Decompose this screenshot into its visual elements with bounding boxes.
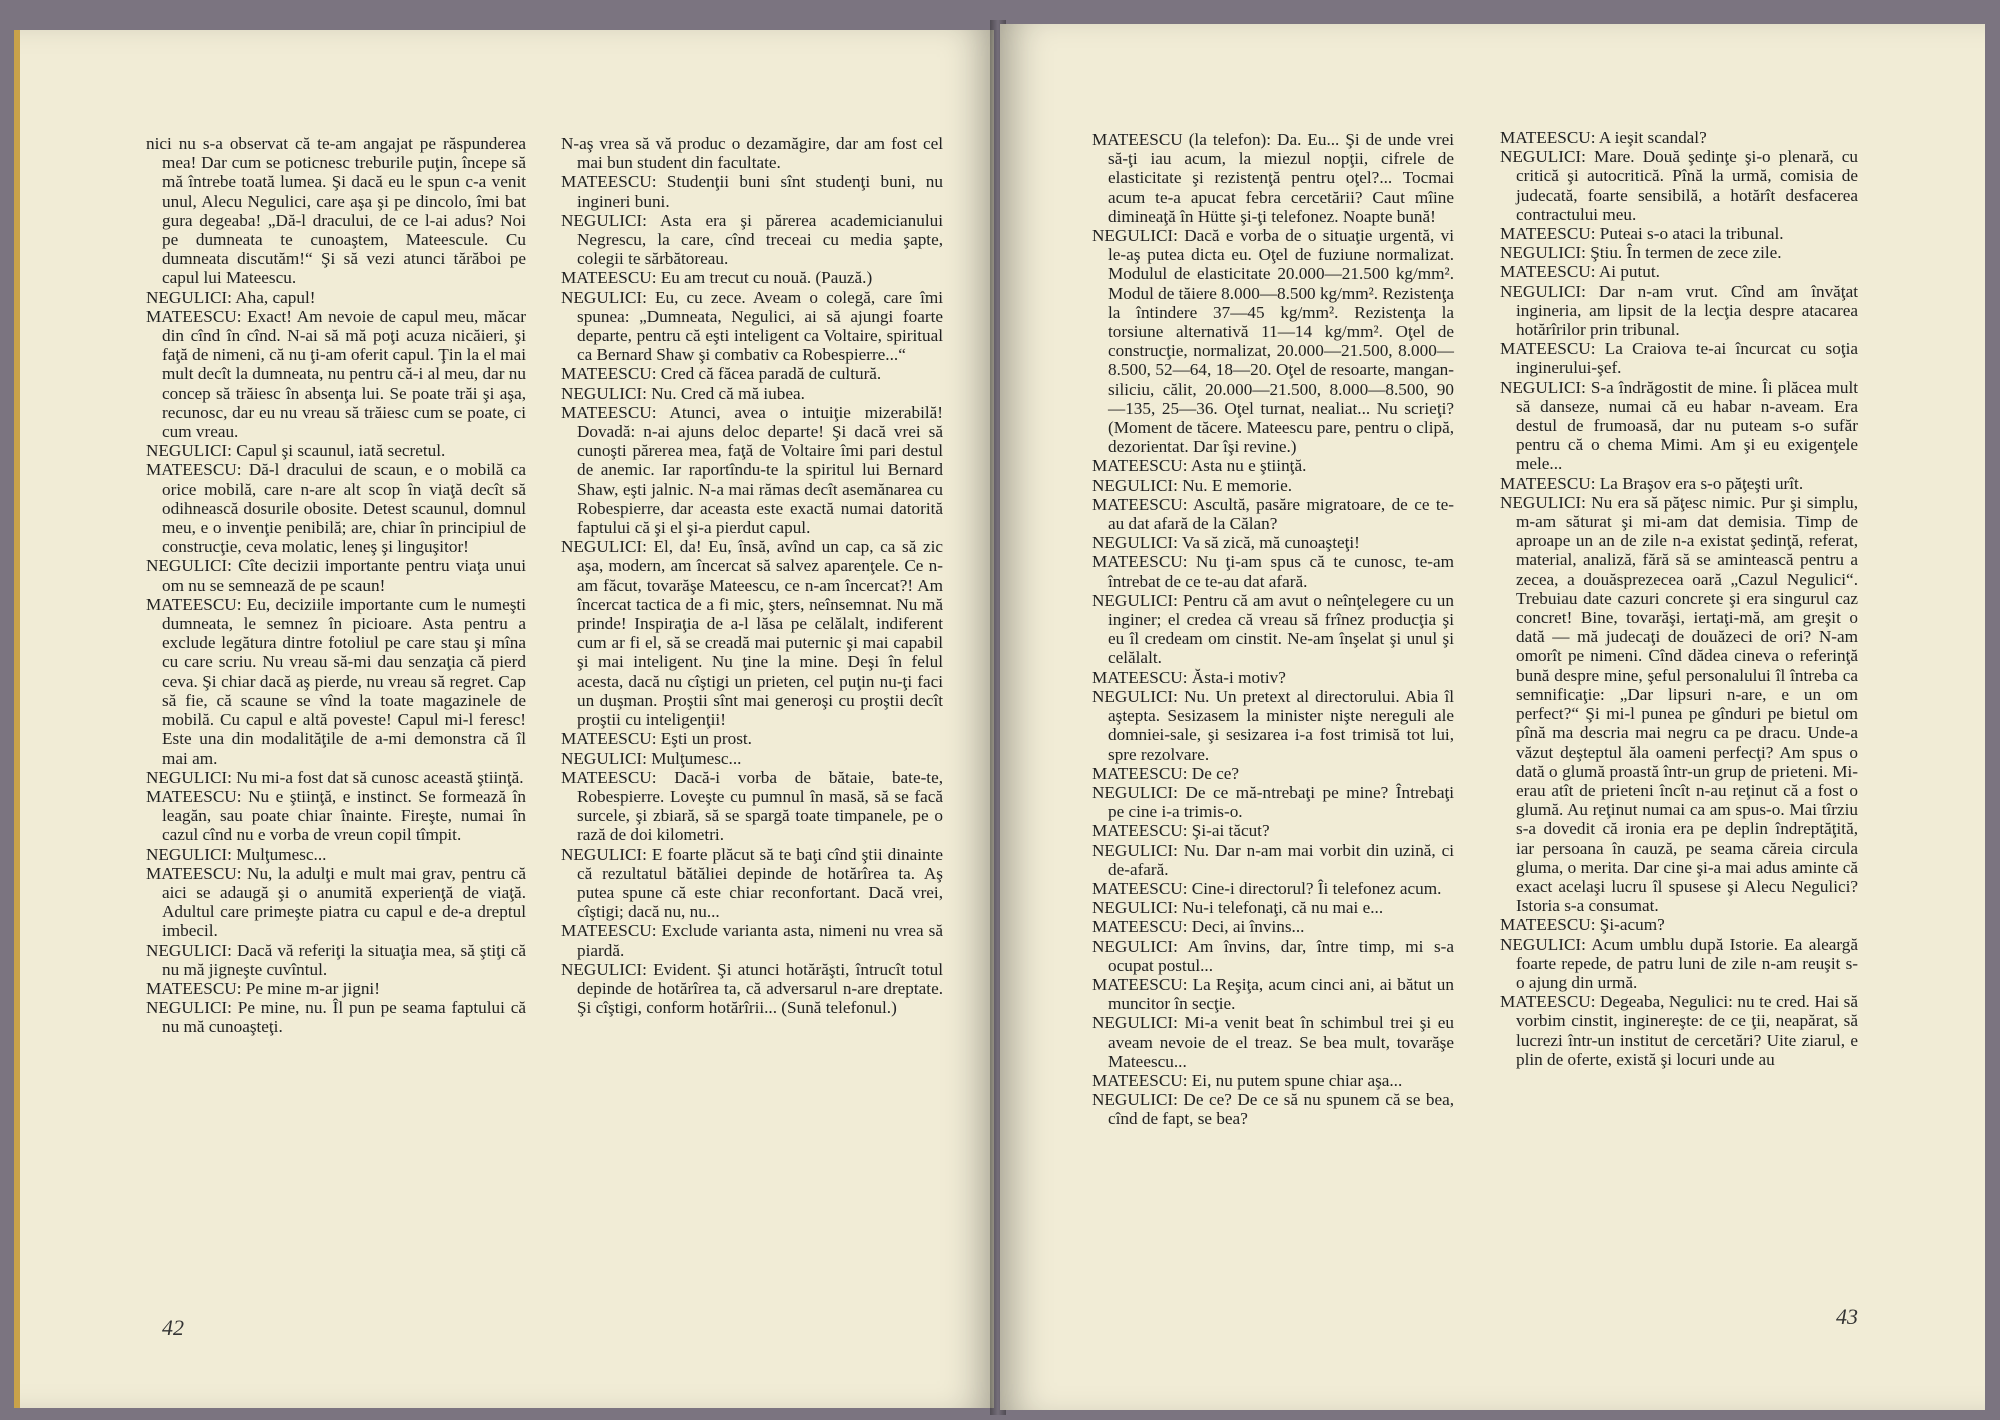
dialogue-paragraph: NEGULICI: Asta era şi părerea academicianului Negrescu, la care, cînd treceai cu media şapte, colegii te sărbătoreau. [561, 210, 943, 269]
dialogue-paragraph: NEGULICI: Eu, cu zece. Aveam o colegă, care îmi spunea: „Dumneata, Negulici, ai să ajungi foarte departe, pentru că eşti inteligent ca Voltaire, spiritual ca Bernard Shaw şi combativ ca Robespierre...“ [561, 287, 943, 365]
dialogue-paragraph: NEGULICI: Cîte decizii importante pentru viaţa unui om nu se semnează de pe scaun! [146, 556, 526, 595]
dialogue-paragraph: NEGULICI: Mulţumesc... [561, 748, 742, 768]
dialogue-paragraph: NEGULICI: Nu. Cred că mă iubea. [561, 383, 805, 403]
dialogue-paragraph: MATEESCU: Şi-acum? [1500, 915, 1665, 935]
dialogue-paragraph: NEGULICI: Pentru că am avut o neînţelegere cu un inginer; el credea că vreau să frînez producţia şi eu îl credeam om cinstit. Ne-am înşelat şi unul şi celălalt. [1092, 590, 1454, 668]
dialogue-paragraph: N-aş vrea să vă produc o dezamăgire, dar am fost cel mai bun student din facultate. [561, 134, 943, 173]
dialogue-paragraph: NEGULICI: Nu. Un pretext al directorului. Abia îl aştepta. Sesizasem la minister nişte nereguli ale domniei-sale, şi sesizarea i-a fost trimisă tot lui, spre rezolvare. [1092, 686, 1454, 764]
dialogue-paragraph: MATEESCU: Şi-ai tăcut? [1092, 821, 1270, 841]
dialogue-paragraph: NEGULICI: Acum umblu după Istorie. Ea aleargă foarte repede, de patru luni de zile n-am reuşit s-o ajung din urmă. [1500, 934, 1858, 992]
dialogue-paragraph: MATEESCU: Ei, nu putem spune chiar aşa... [1092, 1070, 1403, 1090]
dialogue-paragraph: MATEESCU: Eu, deciziile importante cum le numeşti dumneata, le semnez în picioare. Asta pentru a exclude legătura dintre fotoliul pe care stau şi mîna cu care scriu. Nu vreau să-mi dau senzaţia că pierd ceva. Şi chiar dacă aş pierde, nu vreau să regret. Cap să fie, că scaune se vînd la toate magazinele de mobilă. Cu capul e altă poveste! Capul mi-l feresc! Este una din modalităţile de a-mi demonstra că îl mai am. [146, 594, 526, 768]
dialogue-paragraph: NEGULICI: Evident. Şi atunci hotărăşti, întrucît totul depinde de hotărîrea ta, că adversarul n-are dreptate. Şi cîştigi, conform hotărîrii... (Sună telefonul.) [561, 959, 943, 1018]
left-page-column-2 [561, 134, 943, 1017]
dialogue-paragraph: MATEESCU: A ieşit scandal? [1500, 128, 1707, 147]
dialogue-paragraph: NEGULICI: Nu. Dar n-am mai vorbit din uzină, ci de-afară. [1092, 840, 1454, 879]
dialogue-paragraph: NEGULICI: Nu. E memorie. [1092, 475, 1292, 495]
dialogue-paragraph: NEGULICI: Dacă vă referiţi la situaţia mea, să ştiţi că nu mă jigneşte cuvîntul. [146, 940, 526, 979]
right-page-column-2 [1500, 128, 1858, 1069]
dialogue-paragraph: NEGULICI: Mare. Două şedinţe şi-o plenară, cu critică şi autocritică. Pînă la urmă, comisia de judecată, foarte sensibilă, a hotărît desfacerea contractului meu. [1500, 147, 1858, 224]
dialogue-paragraph: MATEESCU: Nu ţi-am spus că te cunosc, te-am întrebat de ce te-au dat afară. [1092, 552, 1454, 591]
dialogue-paragraph: MATEESCU: De ce? [1092, 763, 1240, 783]
dialogue-paragraph: NEGULICI: Dacă e vorba de o situaţie urgentă, vi le-aş putea dicta eu. Oţel de fuziune normalizat. Modulul de elasticitate 20.000—21.500 kg/mm². Modul de tăiere 8.000—8.500 kg/mm². Rezistenţa la întindere 37—45 kg/mm². Rezistenţa la torsiune alternativă 11—14 kg/mm². Oţel de construcţie, normalizat, 20.000—21.500, 8.000—8.500, 52—64, 18—20. Oţel de resoarte, mangan-siliciu, călit, 20.000—21.500, 8.000—8.500, 90—135, 25—36. Oţel turnat, nealiat... Nu scrieţi? (Moment de tăcere. Mateescu pare, pentru o clipă, dezorientat. Dar îşi revine.) [1092, 226, 1454, 457]
right-page [1000, 24, 1985, 1410]
dialogue-paragraph: NEGULICI: Am învins, dar, între timp, mi s-a ocupat postul... [1092, 936, 1454, 975]
dialogue-paragraph: NEGULICI: Capul şi scaunul, iată secretul. [146, 441, 446, 461]
dialogue-paragraph: MATEESCU: Nu, la adulţi e mult mai grav, pentru că aici se adaugă şi o anumită experienţă de viaţă. Adultul care primeşte piatra cu capul e de-a dreptul imbecil. [146, 863, 526, 941]
dialogue-paragraph: NEGULICI: E foarte plăcut să te baţi cînd ştii dinainte că rezultatul bătăliei depinde de hotărîrea ta. Aş putea spune că este chiar reconfortant. Dacă vrei, cîştigi; dacă nu, nu... [561, 844, 943, 922]
dialogue-paragraph: NEGULICI: Ştiu. În termen de zece zile. [1500, 243, 1782, 263]
dialogue-paragraph: MATEESCU: La Reşiţa, acum cinci ani, ai bătut un muncitor în secţie. [1092, 974, 1454, 1014]
dialogue-paragraph: NEGULICI: S-a îndrăgostit de mine. Îi plăcea mult să danseze, numai că eu habar n-aveam. Era destul de frumoasă, dar nu puteam s-o sufăr pentru că o chema Mimi. Am şi eu exigenţele mele... [1500, 377, 1858, 474]
left-page-column-1 [146, 134, 526, 1037]
dialogue-paragraph: NEGULICI: Mulţumesc... [146, 844, 327, 864]
dialogue-paragraph: nici nu s-a observat că te-am angajat pe răspunderea mea! Dar cum se poticnesc treburile puţin, începe să mă întrebe toată lumea. Şi dacă eu le spun c-a venit unul, Alecu Negulici, care aşa şi pe dincolo, îmi bat gura degeaba! „Dă-l dracului, de ce l-ai adus? Noi pe dumneata te cunoaştem, Mateescule. Cu dumneata discutăm!“ Şi să vezi atunci tărăboi pe capul lui Mateescu. [146, 134, 526, 288]
right-page-column-1 [1092, 130, 1454, 1129]
dialogue-paragraph: NEGULICI: El, da! Eu, însă, avînd un cap, ca să zic aşa, modern, am încercat să salvez aparenţele. Ce n-am făcut, tovarăşe Mateescu, ce n-am încercat?! Am încercat tactica de a fi mic, şters, neînsemnat. Nu mă prinde! Inspiraţia de a-l lăsa pe celălalt, indiferent cum ar fi el, să se creadă mai puternic şi mai capabil şi mai inteligent. Nu ţine la mine. Deşi în felul acesta, dacă nu cîştigi un prieten, cel puţin nu-ţi faci un duşman. Proştii sînt mai generoşi cu proştii decît proştii cu inteligenţii! [561, 537, 943, 730]
dialogue-paragraph: MATEESCU: Atunci, avea o intuiţie mizerabilă! Dovadă: n-ai ajuns deloc departe! Şi dacă vrei să cunoşti părerea mea, faţă de Voltaire îmi pari destul de anemic. Iar raportîndu-te la spiritul lui Bernard Shaw, eşti jalnic. N-a mai rămas decît asemănarea cu Robespierre, dar aceasta este exactă numai datorită faptului că şi el şi-a pierdut capul. [561, 402, 943, 538]
dialogue-paragraph: MATEESCU: Deci, ai învins... [1092, 917, 1305, 937]
dialogue-paragraph: MATEESCU: La Braşov era s-o păţeşti urît. [1500, 473, 1804, 493]
dialogue-paragraph: NEGULICI: Va să zică, mă cunoaşteţi! [1092, 533, 1360, 553]
dialogue-paragraph: NEGULICI: Pe mine, nu. Îl pun pe seama faptului că nu mă cunoaşteţi. [146, 998, 526, 1037]
dialogue-paragraph: MATEESCU: Dacă-i vorba de bătaie, bate-te, Robespierre. Loveşte cu pumnul în masă, să se facă surcele, şi zbiară, să se spargă toate timpanele, pe o rază de doi kilometri. [561, 767, 943, 845]
left-page [14, 30, 994, 1408]
dialogue-paragraph: NEGULICI: Mi-a venit beat în schimbul trei şi eu aveam nevoie de el treaz. Se bea mult, tovarăşe Mateescu... [1092, 1013, 1454, 1071]
dialogue-paragraph: MATEESCU: Puteai s-o ataci la tribunal. [1500, 224, 1784, 244]
dialogue-paragraph: MATEESCU: Exact! Am nevoie de capul meu, măcar din cînd în cînd. N-ai să mă poţi acuza nicăieri, şi faţă de nimeni, că nu ţi-am oferit capul. Ţin la el mai mult decît la dumneata, nu pentru că-i al meu, dar nu concep să trăiesc în absenţa lui. Se poate trăi şi aşa, recunosc, dar eu nu vreau să trăiesc cum se poate, ci cum vreau. [146, 306, 526, 442]
dialogue-paragraph: NEGULICI: Nu-i telefonaţi, că nu mai e... [1092, 898, 1384, 918]
dialogue-paragraph: MATEESCU: Ascultă, pasăre migratoare, de ce te-au dat afară de la Călan? [1092, 494, 1454, 534]
dialogue-paragraph: MATEESCU: Degeaba, Negulici: nu te cred. Hai să vorbim cinstit, inginereşte: de ce ţii, neapărat, să lucrezi într-un institut de cercetări? Uite ziarul, e plin de oferte, există şi locuri unde au [1500, 992, 1858, 1069]
dialogue-paragraph: NEGULICI: Nu era să păţesc nimic. Pur şi simplu, m-am săturat şi mi-am dat demisia. Timp de aproape un an de zile n-a existat şedinţă, referat, material, analiză, fără să se amintească pentru a zecea, a douăsprezecea oară „Cazul Negulici“. Trebuiau date cazuri concrete şi era singurul caz concret! Bine, tovarăşi, iertaţi-mă, am greşit o dată — mă judecaţi de douăzeci de ori? N-am omorît pe nimeni. Cînd dădea cineva o referinţă bună despre mine, şeful personalului îl întreba ca semnificaţie: „Dar lipsuri n-are, e un om perfect?“ Şi mi-l punea pe gînduri pe bietul om pînă ma descria mai negru ca pe dracu. Unde-a văzut deşteptul ăla oameni perfecţi? Am spus o dată o glumă proastă într-un grup de prieteni. Mi-erau atît de prieteni încît n-au reţinut că a fost o glumă. Au reţinut numai ca am spus-o. Mai tîrziu s-a dovedit că ironia era pe deplin îndreptăţită, iar persoana în cauză, pe seama căreia circula gluma, o merita. Dar cine şi-a mai adus aminte că exact acelaşi lucru îl spusese şi Alecu Negulici? Istoria s-a consumat. [1500, 492, 1858, 916]
dialogue-paragraph: NEGULICI: Aha, capul! [146, 287, 316, 307]
dialogue-paragraph: MATEESCU: Cred că făcea paradă de cultură. [561, 364, 882, 384]
dialogue-paragraph: MATEESCU: Ăsta-i motiv? [1092, 667, 1286, 687]
dialogue-paragraph: MATEESCU: Exclude varianta asta, nimeni nu vrea să piardă. [561, 921, 943, 960]
left-page-number: 42 [162, 1315, 184, 1340]
dialogue-paragraph: MATEESCU: Ai putut. [1500, 262, 1660, 282]
dialogue-paragraph: MATEESCU: Cine-i directorul? Îi telefonez acum. [1092, 878, 1442, 898]
right-page-number: 43 [1836, 1304, 1858, 1329]
dialogue-paragraph: MATEESCU: Asta nu e ştiinţă. [1092, 456, 1307, 476]
dialogue-paragraph: NEGULICI: De ce? De ce să nu spunem că se bea, cînd de fapt, se bea? [1092, 1090, 1454, 1129]
dialogue-paragraph: MATEESCU: Eu am trecut cu nouă. (Pauză.) [561, 268, 873, 288]
dialogue-paragraph: NEGULICI: Nu mi-a fost dat să cunosc această ştiinţă. [146, 767, 524, 787]
dialogue-paragraph: NEGULICI: Dar n-am vrut. Cînd am învăţat ingineria, am lipsit de la lecţia despre atacarea hotărîrilor prin tribunal. [1500, 281, 1858, 340]
dialogue-paragraph: NEGULICI: De ce mă-ntrebaţi pe mine? Întrebaţi pe cine i-a trimis-o. [1092, 782, 1454, 822]
dialogue-paragraph: MATEESCU: Dă-l dracului de scaun, e o mobilă ca orice mobilă, care n-are alt scop în viaţă decît să odihnească dosurile obosite. Detest scaunul, domnul meu, e o invenţie penibilă; are, chiar în principiul de construcţie, ceva molatic, leneş şi linguşitor! [146, 460, 526, 557]
dialogue-paragraph: MATEESCU (la telefon): Da. Eu... Şi de unde vrei să-ţi iau acum, la miezul nopţii, cifrele de elasticitate şi rezistenţă pentru oţel?... Tocmai acum te-a apucat febra cercetării? Caut mîine dimineaţă în Hütte şi-ţi telefonez. Noapte bună! [1092, 130, 1454, 226]
dialogue-paragraph: MATEESCU: Studenţii buni sînt studenţi buni, nu ingineri buni. [561, 172, 943, 211]
dialogue-paragraph: MATEESCU: Pe mine m-ar jigni! [146, 978, 380, 998]
dialogue-paragraph: MATEESCU: Nu e ştiinţă, e instinct. Se formează în leagăn, sau poate chiar înainte. Fireşte, numai în cazul cînd nu e vorba de vreun copil tîmpit. [146, 786, 526, 845]
dialogue-paragraph: MATEESCU: La Craiova te-ai încurcat cu soţia inginerului-şef. [1500, 339, 1858, 378]
dialogue-paragraph: MATEESCU: Eşti un prost. [561, 729, 752, 749]
